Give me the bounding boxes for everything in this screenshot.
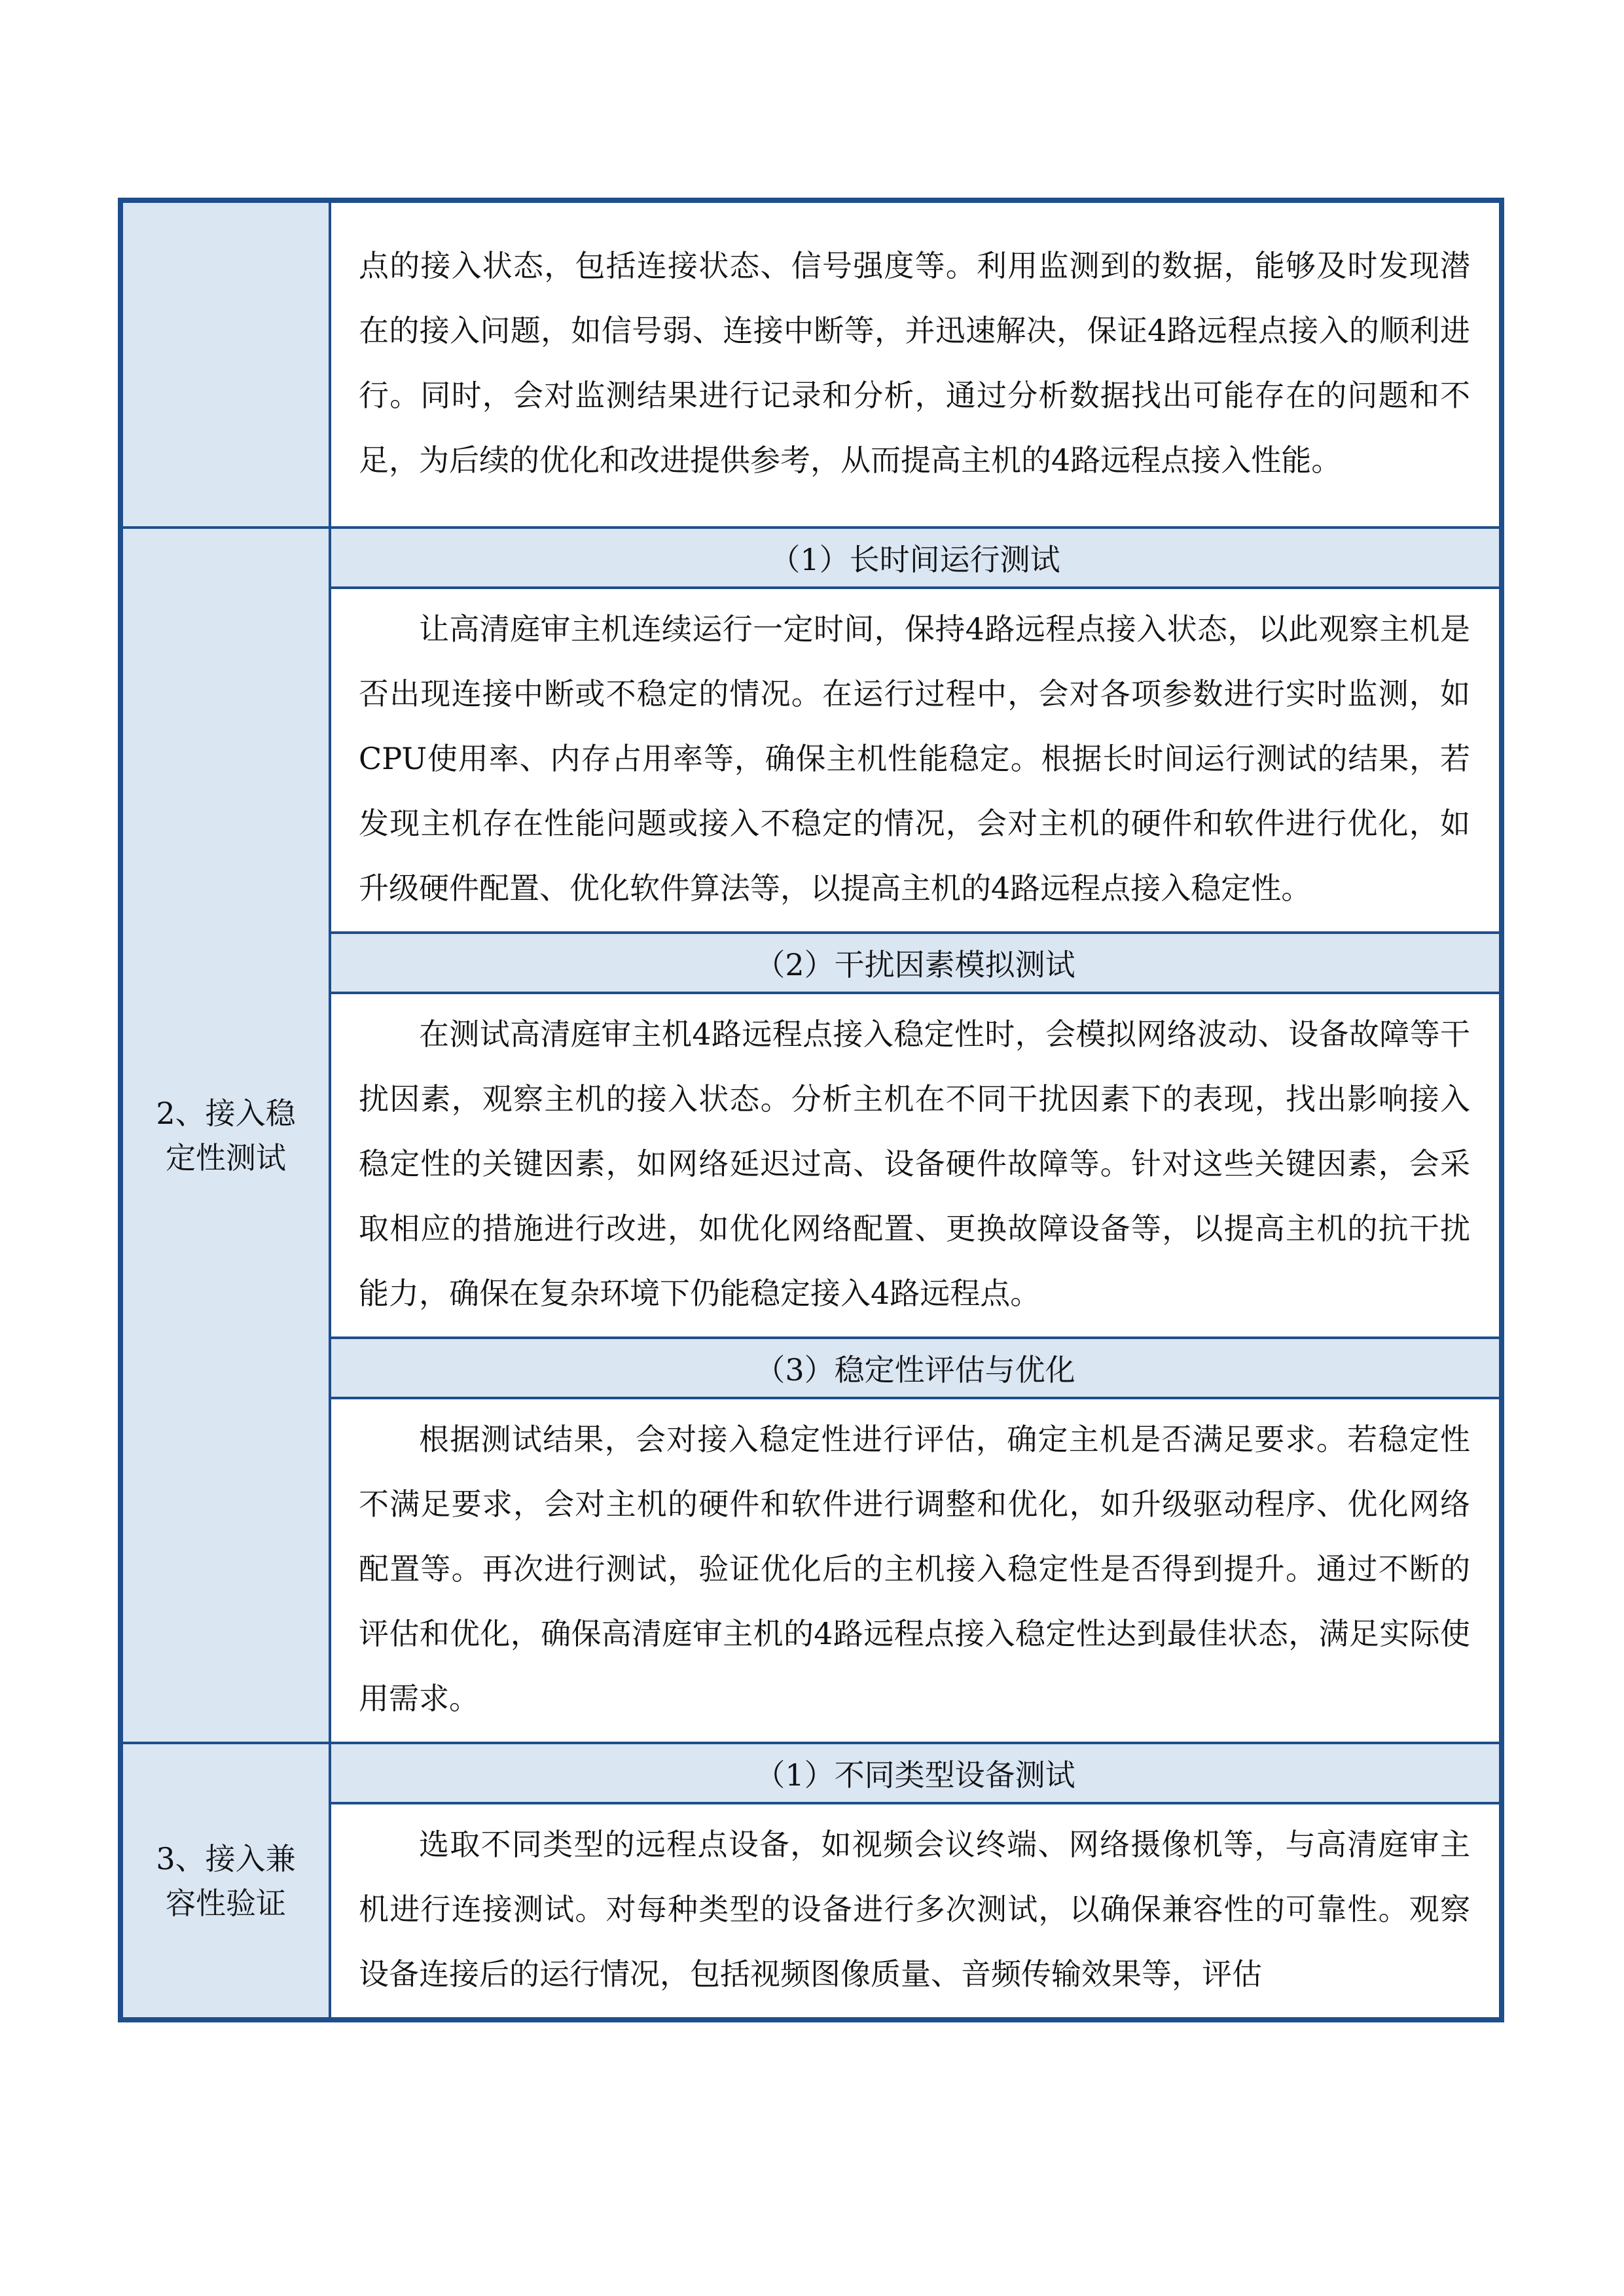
section-label-text: 3、接入兼容性验证 [156,1840,296,1921]
body-cell [330,588,1502,933]
table-row [120,200,1502,528]
subsection-heading: （3）稳定性评估与优化 [330,1338,1502,1398]
paragraph: 选取不同类型的远程点设备，如视频会议终端、网络摄像机等，与高清庭审主机进行连接测试。对每种类型的设备进行多次测试，以确保兼容性的可靠性。观察设备连接后的运行情况，包括视频图像质量、音频传输效果等，评估 [359,1827,1470,1992]
body-cell [330,1803,1502,2020]
subsection-heading: （2）干扰因素模拟测试 [330,933,1502,993]
section-label-compatibility [120,1743,330,2020]
table-row [120,528,1502,588]
section-label-text: 2、接入稳定性测试 [156,1095,296,1175]
table-row [120,1743,1502,1803]
subsection-heading: （1）不同类型设备测试 [330,1743,1502,1803]
paragraph: 点的接入状态，包括连接状态、信号强度等。利用监测到的数据，能够及时发现潜在的接入问题，如信号弱、连接中断等，并迅速解决，保证4路远程点接入的顺利进行。同时，会对监测结果进行记录和分析，通过分析数据找出可能存在的问题和不足，为后续的优化和改进提供参考，从而提高主机的4路远程点接入性能。 [359,248,1470,478]
content-table [118,198,1504,2022]
subsection-heading: （1）长时间运行测试 [330,528,1502,588]
paragraph: 让高清庭审主机连续运行一定时间，保持4路远程点接入状态，以此观察主机是否出现连接中断或不稳定的情况。在运行过程中，会对各项参数进行实时监测，如CPU使用率、内存占用率等，确保主机性能稳定。根据长时间运行测试的结果，若发现主机存在性能问题或接入不稳定的情况，会对主机的硬件和软件进行优化，如升级硬件配置、优化软件算法等，以提高主机的4路远程点接入稳定性。 [359,611,1470,906]
body-cell [330,200,1502,528]
body-cell [330,993,1502,1338]
paragraph: 在测试高清庭审主机4路远程点接入稳定性时，会模拟网络波动、设备故障等干扰因素，观察主机的接入状态。分析主机在不同干扰因素下的表现，找出影响接入稳定性的关键因素，如网络延迟过高、设备硬件故障等。针对这些关键因素，会采取相应的措施进行改进，如优化网络配置、更换故障设备等，以提高主机的抗干扰能力，确保在复杂环境下仍能稳定接入4路远程点。 [359,1016,1470,1311]
section-label-stability [120,528,330,1743]
paragraph: 根据测试结果，会对接入稳定性进行评估，确定主机是否满足要求。若稳定性不满足要求，会对主机的硬件和软件进行调整和优化，如升级驱动程序、优化网络配置等。再次进行测试，验证优化后的主机接入稳定性是否得到提升。通过不断的评估和优化，确保高清庭审主机的4路远程点接入稳定性达到最佳状态，满足实际使用需求。 [359,1422,1470,1716]
label-cell-empty [120,200,330,528]
body-cell [330,1398,1502,1743]
